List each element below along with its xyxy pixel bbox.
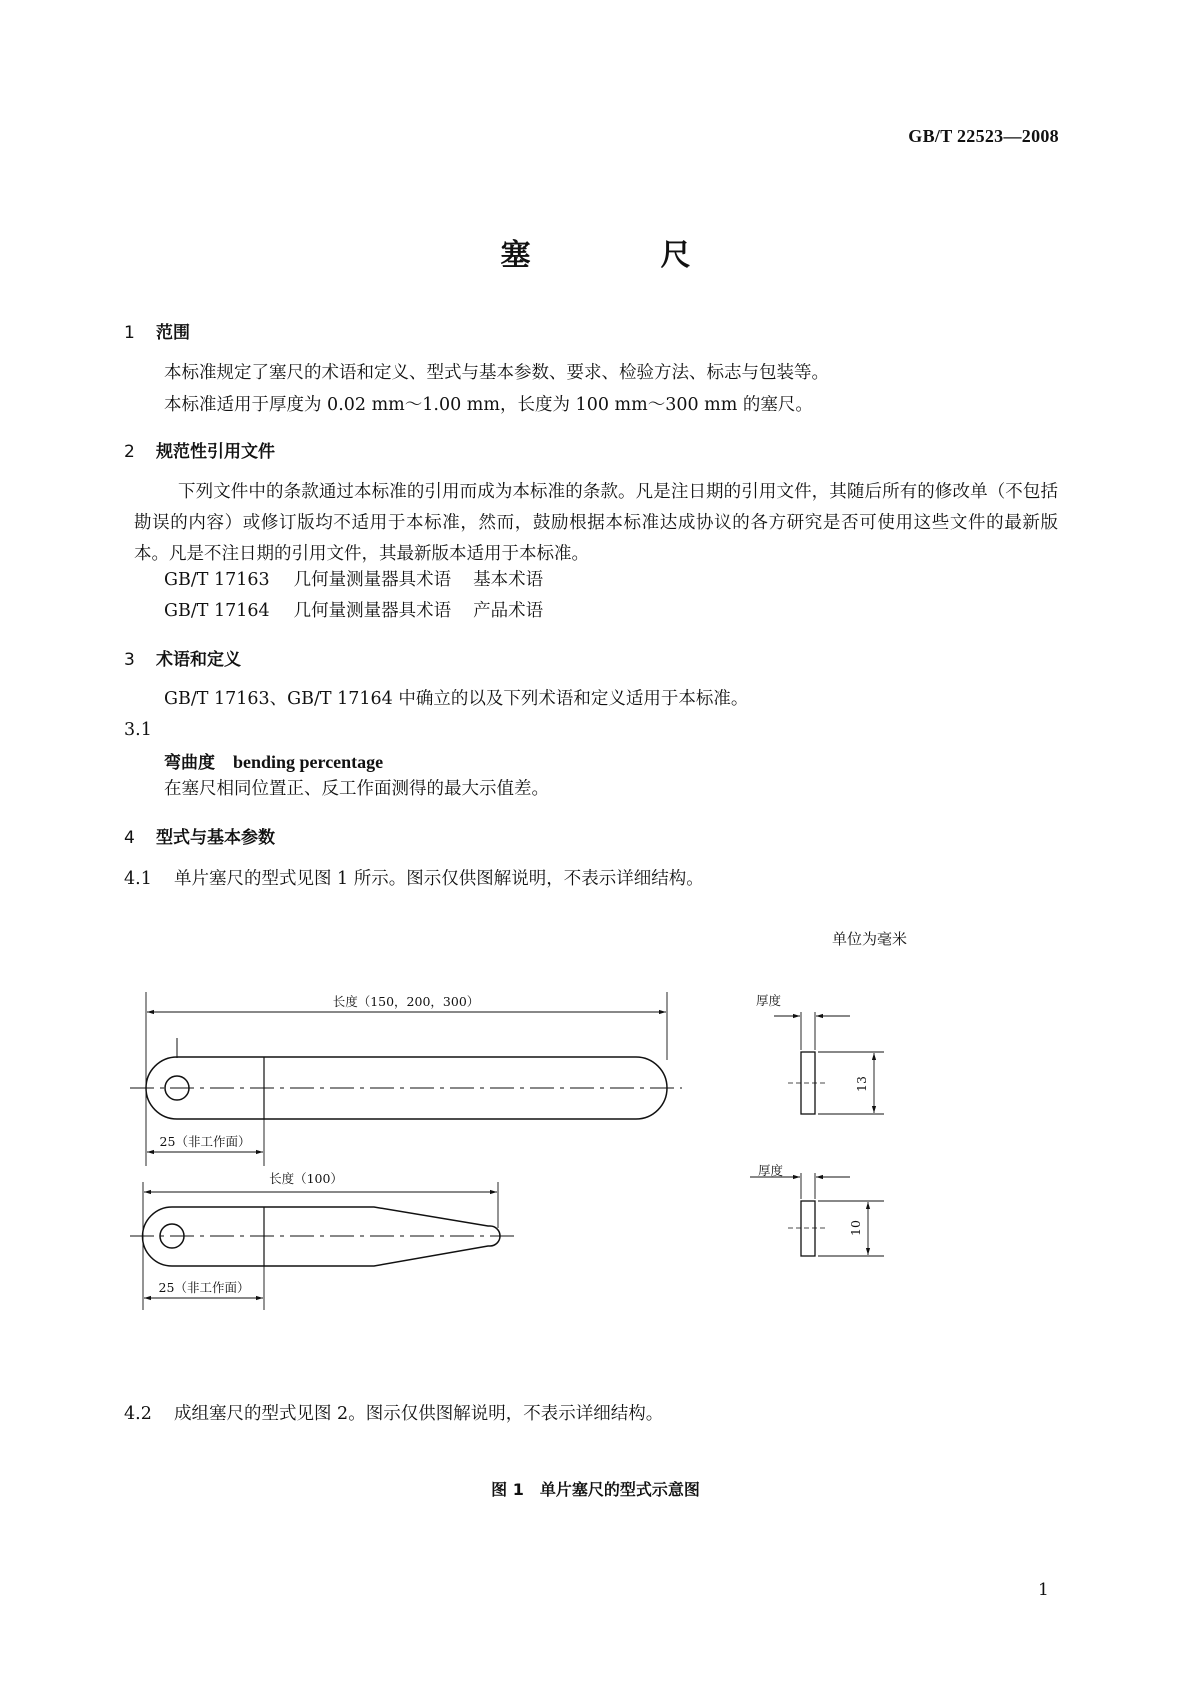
unit-note: 单位为毫米 <box>832 930 908 948</box>
reference-subtitle: 基本术语 <box>473 570 544 590</box>
reference-code: GB/T 17163 <box>164 570 270 590</box>
section-3-heading <box>124 645 241 670</box>
non-working-label: 25（非工作面） <box>158 1280 250 1295</box>
short-gauge-outline <box>143 1207 501 1266</box>
section-2-number: 2 <box>124 442 135 462</box>
term-entry <box>164 748 383 773</box>
non-working-label: 25（非工作面） <box>159 1134 251 1149</box>
section-3-title: 术语和定义 <box>156 650 241 670</box>
term-chinese: 弯曲度 <box>164 753 215 773</box>
figure-1-drawing <box>110 960 930 1320</box>
width-long-label: 13 <box>854 1076 869 1092</box>
section-3-paragraph: GB/T 17163、GB/T 17164 中确立的以及下列术语和定义适用于本标准。 <box>164 689 749 709</box>
thickness-label: 厚度 <box>756 993 782 1008</box>
section-4-title: 型式与基本参数 <box>156 828 275 848</box>
thickness-label: 厚度 <box>758 1163 784 1178</box>
reference-item <box>164 565 543 596</box>
section-2-title: 规范性引用文件 <box>156 442 275 462</box>
section-4-heading <box>124 823 275 848</box>
length-long-label: 长度（150，200，300） <box>332 994 480 1009</box>
section-4-number: 4 <box>124 828 135 848</box>
clause-4-1-number: 4.1 <box>124 869 152 889</box>
figure-1-caption: 图 1 单片塞尺的型式示意图 <box>491 1480 700 1499</box>
reference-subtitle: 产品术语 <box>473 601 544 621</box>
section-2-heading <box>124 437 275 462</box>
section-1-title: 范围 <box>156 323 190 343</box>
standard-number: GB/T 22523—2008 <box>908 126 1059 146</box>
reference-item <box>164 596 543 627</box>
section-1-paragraph-2: 本标准适用于厚度为 0.02 mm～1.00 mm，长度为 100 mm～300 mm 的塞尺。 <box>164 395 813 415</box>
title-char-2: 尺 <box>660 238 691 273</box>
section-1-paragraph-1: 本标准规定了塞尺的术语和定义、型式与基本参数、要求、检验方法、标志与包装等。 <box>164 363 829 383</box>
clause-4-1 <box>124 864 704 895</box>
short-gauge-section <box>801 1201 815 1256</box>
term-english: bending percentage <box>233 752 384 772</box>
clause-3-1-number: 3.1 <box>124 720 152 740</box>
page-number: 1 <box>1038 1580 1049 1600</box>
length-short-label: 长度（100） <box>269 1171 343 1186</box>
section-3-number: 3 <box>124 650 135 670</box>
section-2-paragraph: 下列文件中的条款通过本标准的引用而成为本标准的条款。凡是注日期的引用文件，其随后所有的修改单（不包括勘误的内容）或修订版均不适用于本标准，然而，鼓励根据本标准达成协议的各方研究是否可使用这些文件的最新版本。凡是不注日期的引用文件，其最新版本适用于本标准。 <box>134 482 1058 564</box>
clause-4-2-text: 成组塞尺的型式见图 2。图示仅供图解说明，不表示详细结构。 <box>174 1404 664 1424</box>
term-definition: 在塞尺相同位置正、反工作面测得的最大示值差。 <box>164 779 549 799</box>
clause-4-2-number: 4.2 <box>124 1404 152 1424</box>
page-title <box>0 230 1191 274</box>
clause-4-2 <box>124 1399 663 1430</box>
width-short-label: 10 <box>848 1220 863 1236</box>
section-1-number: 1 <box>124 323 135 343</box>
clause-4-1-text: 单片塞尺的型式见图 1 所示。图示仅供图解说明，不表示详细结构。 <box>174 869 704 889</box>
reference-title: 几何量测量器具术语 <box>293 570 452 590</box>
title-char-1: 塞 <box>500 238 531 273</box>
reference-code: GB/T 17164 <box>164 601 270 621</box>
section-1-heading <box>124 318 190 343</box>
reference-title: 几何量测量器具术语 <box>293 601 452 621</box>
